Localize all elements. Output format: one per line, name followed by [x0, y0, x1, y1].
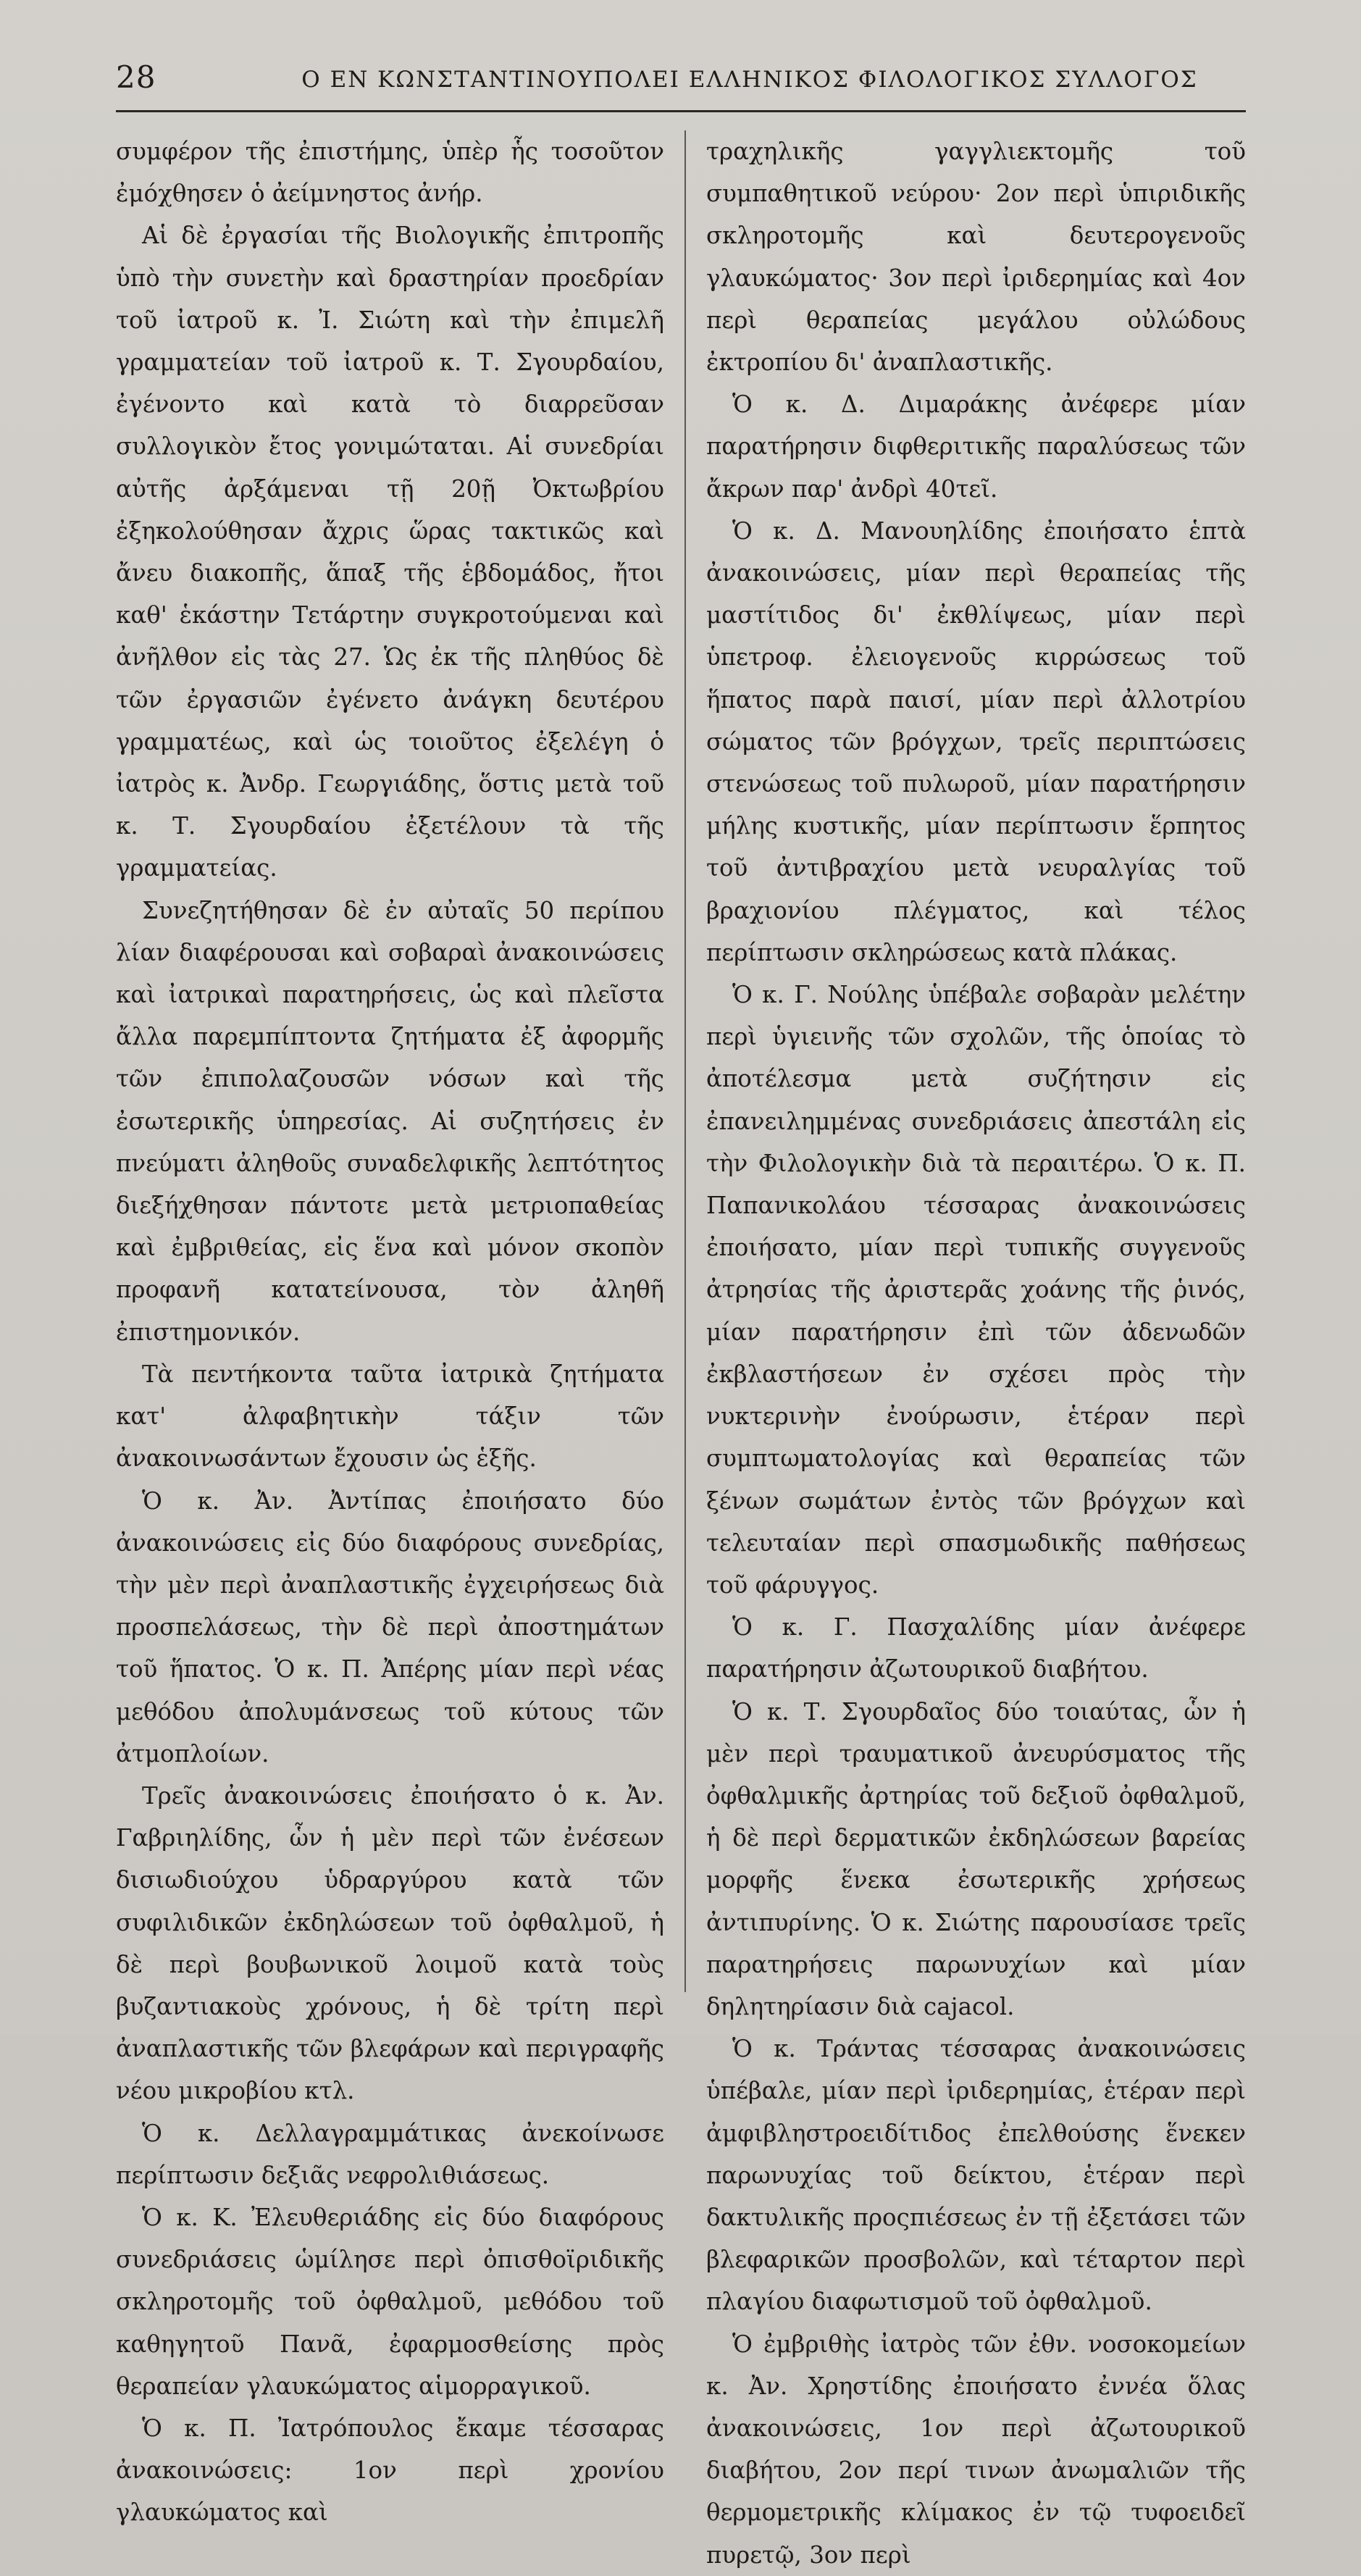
- paragraph: Ὁ κ. Τ. Σγουρδαῖος δύο τοιαύτας, ὧν ἡ μὲν περὶ τραυματικοῦ ἀνευρύσματος τῆς ὀφθαλμικῆς ἀρτηρίας τοῦ δεξιοῦ ὀφθαλμοῦ, ἡ δὲ περὶ δερματικῶν ἐκδηλώσεων βαρείας μορφῆς ἕνεκα ἐσωτερικῆς χρήσεως ἀντιπυρίνης. Ὁ κ. Σιώτης παρουσίασε τρεῖς παρατηρήσεις παρωνυχίων καὶ μίαν δηλητηρίασιν διὰ cajacol.: [706, 1697, 1246, 2020]
- paragraph: Συνεζητήθησαν δὲ ἐν αὐταῖς 50 περίπου λίαν διαφέρουσαι καὶ σοβαραὶ ἀνακοινώσεις καὶ ἰατρικαὶ παρατηρήσεις, ὡς καὶ πλεῖστα ἄλλα παρεμπίπτοντα ζητήματα ἐξ ἀφορμῆς τῶν ἐπιπολαζουσῶν νόσων καὶ τῆς ἐσωτερικῆς ὑπηρεσίας. Αἱ συζητήσεις ἐν πνεύματι ἀληθοῦς συναδελφικῆς λεπτότητος διεξήχθησαν πάντοτε μετὰ μετριοπαθείας καὶ ἐμβριθείας, εἰς ἕνα καὶ μόνον σκοπὸν προφανῆ κατατείνουσα, τὸν ἀληθῆ ἐπιστημονικόν.: [116, 896, 664, 1346]
- paragraph: συμφέρον τῆς ἐπιστήμης, ὑπὲρ ἧς τοσοῦτον ἐμόχθησεν ὁ ἀείμνηστος ἀνήρ.: [116, 138, 664, 208]
- paragraph: Ὁ ἐμβριθὴς ἰατρὸς τῶν ἐθν. νοσοκομείων κ. Ἀν. Χρηστίδης ἐποιήσατο ἐννέα ὅλας ἀνακοινώσεις, 1ον περὶ ἀζωτουρικοῦ διαβήτου, 2ον περί τινων ἀνωμαλιῶν τῆς θερμομετρικῆς κλίμακος ἐν τῷ τυφοειδεῖ πυρετῷ, 3ον περὶ: [706, 2330, 1246, 2569]
- paragraph: Ὁ κ. Δελλαγραμμάτικας ἀνεκοίνωσε περίπτωσιν δεξιᾶς νεφρολιθιάσεως.: [116, 2119, 664, 2189]
- page-number: 28: [116, 59, 156, 95]
- paragraph: Ὁ κ. Π. Ἰατρόπουλος ἔκαμε τέσσαρας ἀνακοινώσεις: 1ον περὶ χρονίου γλαυκώματος καὶ: [116, 2414, 664, 2527]
- paragraph: Τρεῖς ἀνακοινώσεις ἐποιήσατο ὁ κ. Ἀν. Γαβριηλίδης, ὧν ἡ μὲν περὶ τῶν ἐνέσεων δισιωδιούχου ὑδραργύρου κατὰ τῶν συφιλιδικῶν ἐκδηλώσεων τοῦ ὀφθαλμοῦ, ἡ δὲ περὶ βουβωνικοῦ λοιμοῦ κατὰ τοὺς βυζαντιακοὺς χρόνους, ἡ δὲ τρίτη περὶ ἀναπλαστικῆς τῶν βλεφάρων καὶ περιγραφῆς νέου μικροβίου κτλ.: [116, 1781, 664, 2105]
- paragraph: Αἱ δὲ ἐργασίαι τῆς Βιολογικῆς ἐπιτροπῆς ὑπὸ τὴν συνετὴν καὶ δραστηρίαν προεδρίαν τοῦ ἰατροῦ κ. Ἰ. Σιώτη καὶ τὴν ἐπιμελῆ γραμματείαν τοῦ ἰατροῦ κ. Τ. Σγουρδαίου, ἐγένοντο καὶ κατὰ τὸ διαρρεῦσαν συλλογικὸν ἔτος γονιμώταται. Αἱ συνεδρίαι αὐτῆς ἀρξάμεναι τῇ 20ῇ Ὀκτωβρίου ἐξηκολούθησαν ἄχρις ὥρας τακτικῶς καὶ ἄνευ διακοπῆς, ἅπαξ τῆς ἑβδομάδος, ἤτοι καθ' ἑκάστην Τετάρτην συγκροτούμεναι καὶ ἀνῆλθον εἰς τὰς 27. Ὡς ἐκ τῆς πληθύος δὲ τῶν ἐργασιῶν ἐγένετο ἀνάγκη δευτέρου γραμματέως, καὶ ὡς τοιοῦτος ἐξελέγη ὁ ἰατρὸς κ. Ἀνδρ. Γεωργιάδης, ὅστις μετὰ τοῦ κ. Τ. Σγουρδαίου ἐξετέλουν τὰ τῆς γραμματείας.: [116, 222, 664, 882]
- column-divider: [684, 130, 686, 1992]
- paragraph: τραχηλικῆς γαγγλιεκτομῆς τοῦ συμπαθητικοῦ νεύρου· 2ον περὶ ὑπιριδικῆς σκληροτομῆς καὶ δευτερογενοῦς γλαυκώματος· 3ον περὶ ἰριδερημίας καὶ 4ον περὶ θεραπείας μεγάλου οὐλώδους ἐκτροπίου δι' ἀναπλαστικῆς.: [706, 138, 1246, 377]
- page-header: [116, 57, 1246, 100]
- paragraph: Τὰ πεντήκοντα ταῦτα ἰατρικὰ ζητήματα κατ' ἀλφαβητικὴν τάξιν τῶν ἀνακοινωσάντων ἔχουσιν ὡς ἑξῆς.: [116, 1360, 664, 1473]
- paragraph: Ὁ κ. Δ. Μανουηλίδης ἐποιήσατο ἑπτὰ ἀνακοινώσεις, μίαν περὶ θεραπείας τῆς μαστίτιδος δι' ἐκθλίψεως, μίαν περὶ ὑπετροφ. ἐλειογενοῦς κιρρώσεως τοῦ ἥπατος παρὰ παισί, μίαν περὶ ἀλλοτρίου σώματος τῶν βρόγχων, τρεῖς περιπτώσεις στενώσεως τοῦ πυλωροῦ, μίαν παρατήρησιν μήλης κυστικῆς, μίαν περίπτωσιν ἕρπητος τοῦ ἀντιβραχίου μετὰ νευραλγίας τοῦ βραχιονίου πλέγματος, καὶ τέλος περίπτωσιν σκληρώσεως κατὰ πλάκας.: [706, 517, 1246, 966]
- running-title: Ο ΕΝ ΚΩΝΣΤΑΝΤΙΝΟΥΠΟΛΕΙ ΕΛΛΗΝΙΚΟΣ ΦΙΛΟΛΟΓΙΚΟΣ ΣΥΛΛΟΓΟΣ: [301, 67, 1198, 93]
- header-rule: [116, 110, 1246, 112]
- paragraph: Ὁ κ. Ἀν. Ἀντίπας ἐποιήσατο δύο ἀνακοινώσεις εἰς δύο διαφόρους συνεδρίας, τὴν μὲν περὶ ἀναπλαστικῆς ἐγχειρήσεως διὰ προσπελάσεως, τὴν δὲ περὶ ἀποστημάτων τοῦ ἥπατος. Ὁ κ. Π. Ἀπέρης μίαν περὶ νέας μεθόδου ἀπολυμάνσεως τοῦ κύτους τῶν ἀτμοπλοίων.: [116, 1486, 664, 1768]
- paragraph: Ὁ κ. Δ. Διμαράκης ἀνέφερε μίαν παρατήρησιν διφθεριτικῆς παραλύσεως τῶν ἄκρων παρ' ἀνδρὶ 40τεῖ.: [706, 390, 1246, 503]
- left-column: [116, 130, 664, 2527]
- right-column: [706, 130, 1246, 2569]
- paragraph: Ὁ κ. Γ. Νούλης ὑπέβαλε σοβαρὰν μελέτην περὶ ὑγιεινῆς τῶν σχολῶν, τῆς ὁποίας τὸ ἀποτέλεσμα μετὰ συζήτησιν εἰς ἐπανειλημμένας συνεδριάσεις ἀπεστάλη εἰς τὴν Φιλολογικὴν διὰ τὰ περαιτέρω. Ὁ κ. Π. Παπανικολάου τέσσαρας ἀνακοινώσεις ἐποιήσατο, μίαν περὶ τυπικῆς συγγενοῦς ἀτρησίας τῆς ἀριστερᾶς χοάνης τῆς ῥινός, μίαν παρατήρησιν ἐπὶ τῶν ἀδενωδῶν ἐκβλαστήσεων ἐν σχέσει πρὸς τὴν νυκτερινὴν ἐνούρωσιν, ἑτέραν περὶ συμπτωματολογίας καὶ θεραπείας τῶν ξένων σωμάτων ἐντὸς τῶν βρόγχων καὶ τελευταίαν περὶ σπασμωδικῆς παθήσεως τοῦ φάρυγγος.: [706, 981, 1246, 1599]
- paragraph: Ὁ κ. Κ. Ἐλευθεριάδης εἰς δύο διαφόρους συνεδριάσεις ὡμίλησε περὶ ὀπισθοϊριδικῆς σκληροτομῆς τοῦ ὀφθαλμοῦ, μεθόδου τοῦ καθηγητοῦ Πανᾶ, ἐφαρμοσθείσης πρὸς θεραπείαν γλαυκώματος αἱμορραγικοῦ.: [116, 2203, 664, 2400]
- paragraph: Ὁ κ. Τράντας τέσσαρας ἀνακοινώσεις ὑπέβαλε, μίαν περὶ ἰριδερημίας, ἑτέραν περὶ ἀμφιβληστροειδίτιδος ἐπελθούσης ἕνεκεν παρωνυχίας τοῦ δείκτου, ἑτέραν περὶ δακτυλικῆς προςπιέσεως ἐν τῇ ἐξετάσει τῶν βλεφαρικῶν προσβολῶν, καὶ τέταρτον περὶ πλαγίου διαφωτισμοῦ τοῦ ὀφθαλμοῦ.: [706, 2035, 1246, 2316]
- paragraph: Ὁ κ. Γ. Πασχαλίδης μίαν ἀνέφερε παρατήρησιν ἀζωτουρικοῦ διαβήτου.: [706, 1613, 1246, 1684]
